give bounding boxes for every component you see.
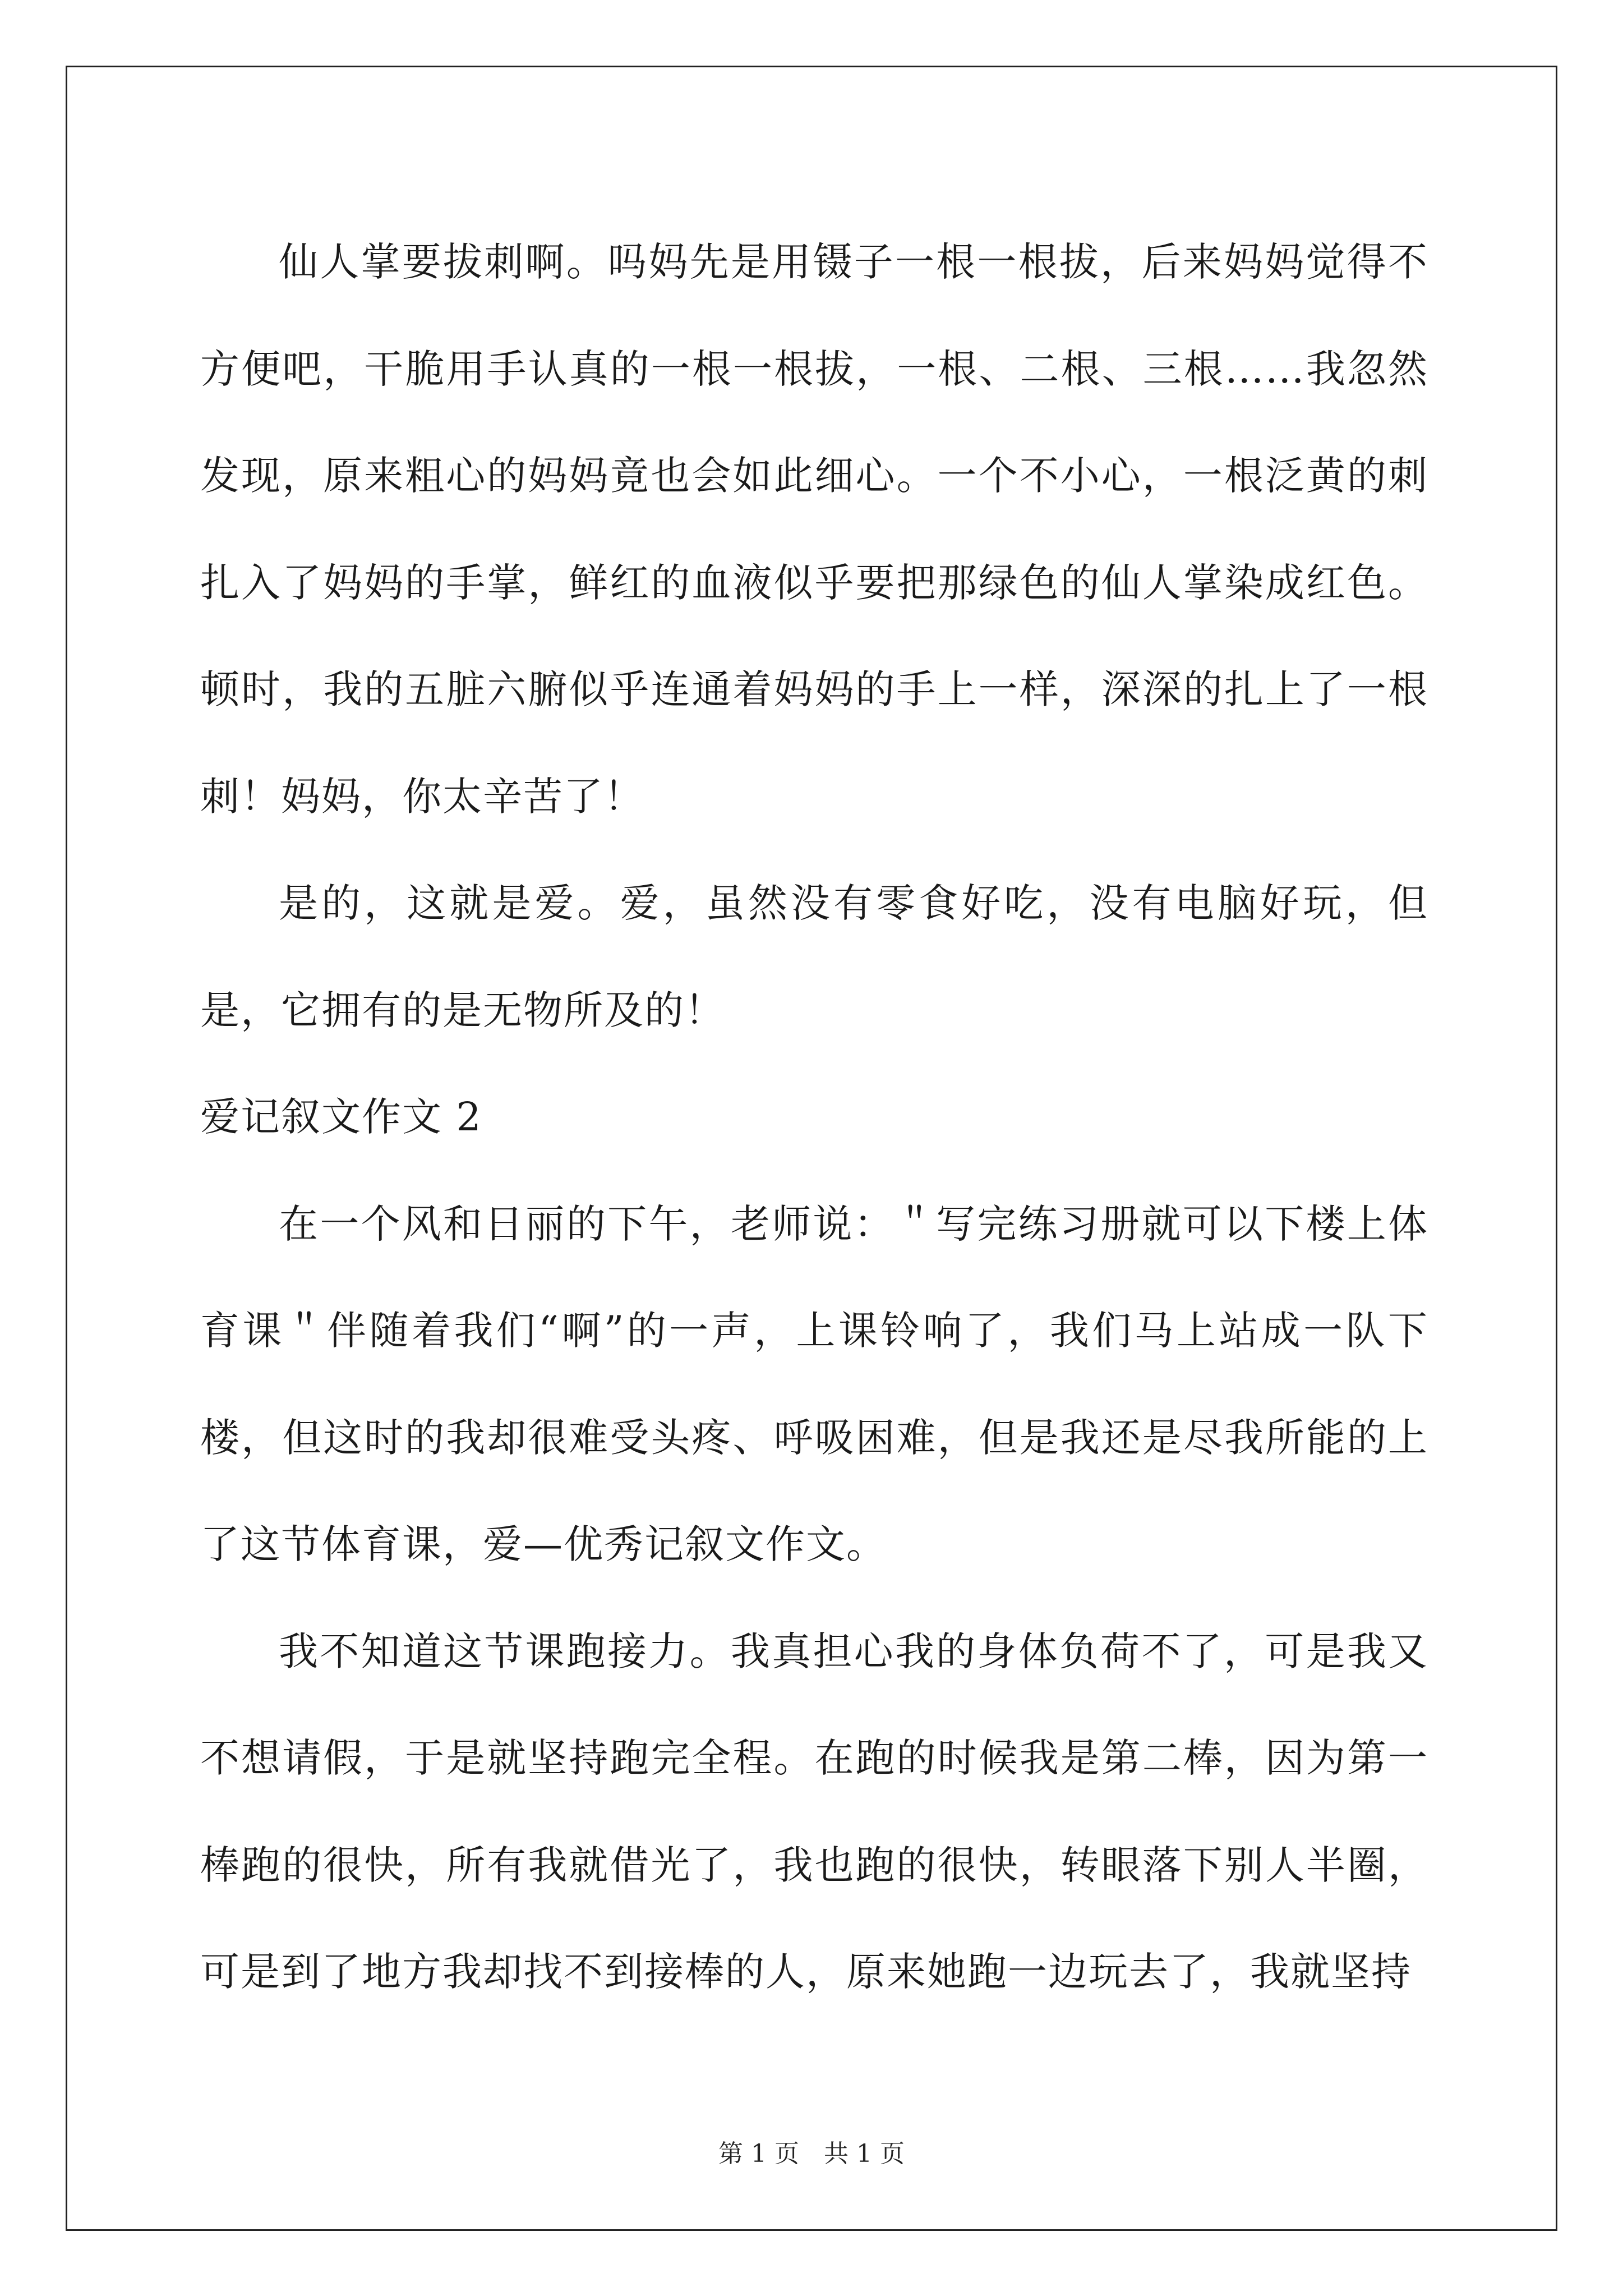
paragraph-this-is-love: 是的，这就是爱。爱，虽然没有零食好吃，没有电脑好玩，但是，它拥有的是无物所及的！	[200, 880, 1428, 1033]
paragraph-pe-class: 在一个风和日丽的下午，老师说：＂写完练习册就可以下楼上体育课＂伴随着我们“啊”的一声，上课铃响了，我们马上站成一队下楼，但这时的我却很难受头疼、呼吸困难，但是我还是尽我所能的上了这节体育课，爱—优秀记叙文作文。	[200, 1200, 1428, 1567]
page-number-total: 共 1 页	[824, 2139, 905, 2168]
page-footer	[0, 2137, 1623, 2171]
paragraph-cactus-thorns: 仙人掌要拔刺啊。吗妈先是用镊子一根一根拔，后来妈妈觉得不方便吧，干脆用手认真的一根一根拔，一根、二根、三根……我忽然发现，原来粗心的妈妈竟也会如此细心。一个不小心，一根泛黄的刺扎入了妈妈的手掌，鲜红的血液似乎要把那绿色的仙人掌染成红色。顿时，我的五脏六腑似乎连通着妈妈的手上一样，深深的扎上了一根刺！妈妈，你太辛苦了！	[200, 239, 1428, 820]
page-number-current: 第 1 页	[718, 2139, 799, 2168]
paragraph-relay-race: 我不知道这节课跑接力。我真担心我的身体负荷不了，可是我又不想请假，于是就坚持跑完全程。在跑的时候我是第二棒，因为第一棒跑的很快，所有我就借光了，我也跑的很快，转眼落下别人半圈，可是到了地方我却找不到接棒的人，原来她跑一边玩去了，我就坚持	[200, 1628, 1428, 1995]
section-title: 爱记叙文作文 2	[200, 1094, 482, 1140]
document-body	[200, 209, 1428, 2026]
